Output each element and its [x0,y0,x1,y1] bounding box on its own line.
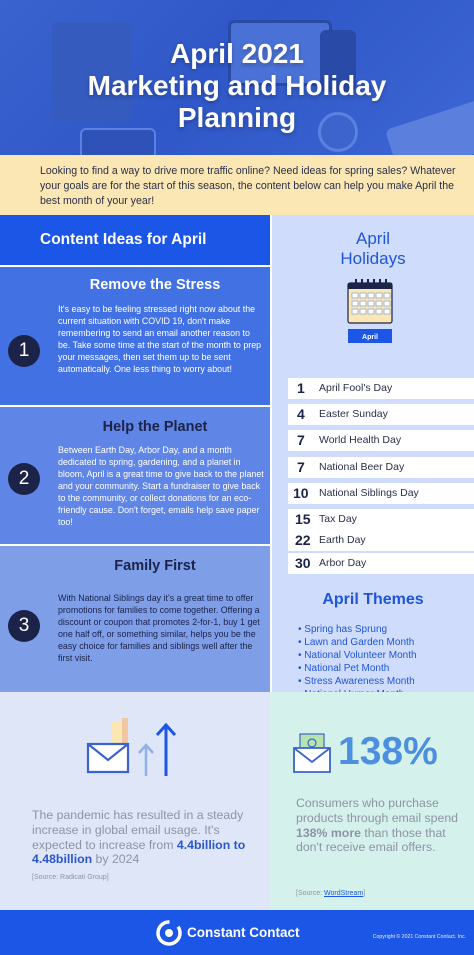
source-link[interactable]: WordStream [324,890,364,897]
holiday-day: 10 [293,485,309,501]
holiday-row [288,530,474,551]
holiday-row [288,483,474,504]
stat-text-part: by 2024 [92,852,140,867]
theme-label: National Volunteer Month [304,650,417,661]
brand-name: Constant Contact [187,925,300,940]
copyright-text: Copyright © 2021 Constant Contact. Inc. [372,934,466,940]
intro-banner [0,155,474,215]
calendar-icon [346,277,394,345]
idea-title: Help the Planet [102,419,208,435]
themes-list [298,623,417,701]
theme-label: National Pet Month [304,663,390,674]
email-usage-text [32,808,264,867]
title-line-3: Planning [177,102,297,133]
theme-item: • National Pet Month [298,663,390,674]
stat-big-number: 138% [338,730,438,773]
holiday-day: 4 [297,406,305,422]
source-suffix: ] [363,890,366,897]
theme-item: • Spring has Sprung [298,624,388,635]
holiday-row [288,509,474,530]
idea-title: Remove the Stress [89,277,221,293]
idea-text: It's easy to be feeling stressed right now about the current situation with COVID 19, don't make remembering to send an email another reason to be. Take some time at the start of the month to prep your messages, then set them up to be sent automatically. One less thing to worry about! [58,304,262,374]
idea-number-badge: 3 [8,610,40,642]
source-prefix: [Source: [296,890,325,897]
title-line-1: April 2021 [170,38,304,69]
email-spend-text [296,796,462,855]
source-citation [296,890,365,897]
holiday-row [288,404,474,425]
email-usage-stat-panel [0,692,270,910]
email-money-icon [292,732,332,774]
holiday-name: World Health Day [319,434,402,446]
stat-text-part: Consumers who purchase products through email spend [296,796,459,825]
holiday-name: National Siblings Day [319,487,419,499]
holiday-day: 1 [297,380,305,396]
idea-title: Family First [114,558,196,574]
holiday-name: National Beer Day [319,461,405,473]
holiday-name: Earth Day [319,534,366,546]
calendar-label: April [362,334,378,341]
holiday-row [288,457,474,478]
idea-card-family-first [0,546,270,692]
holiday-day: 7 [297,432,305,448]
holiday-day: 7 [297,459,305,475]
theme-label: Lawn and Garden Month [304,637,415,648]
source-citation: [Source: Radicati Group] [32,874,109,881]
idea-number-badge: 2 [8,463,40,495]
email-spend-stat-panel [270,692,474,910]
stat-text-part: than those that don't receive email offers. [296,825,446,855]
title-line-2: Marketing and Holiday [87,70,387,101]
page-title [0,38,474,134]
holidays-title-line-1: April [355,229,390,248]
footer [0,910,474,955]
theme-item: • Stress Awareness Month [298,676,415,687]
holiday-day: 30 [295,555,311,571]
hero-banner [0,0,474,155]
holiday-row [288,378,474,399]
holiday-name: Tax Day [319,513,357,525]
stat-highlight: 138% more [296,825,361,840]
intro-text: Looking to find a way to drive more traffic online? Need ideas for spring sales? Whatever your goals are for the start of this season, the content below can help you make April the best month of your year! [40,165,456,207]
theme-label: Stress Awareness Month [304,676,415,687]
holiday-row [288,430,474,451]
theme-item: • Lawn and Garden Month [298,637,415,648]
stat-text-part: The pandemic has resulted in a steady increase in global email usage. It's expected to increase from [32,808,244,852]
holiday-name: Arbor Day [319,557,367,569]
holiday-name: April Fool's Day [319,382,393,394]
constant-contact-logo-icon [155,919,183,947]
idea-card-remove-stress [0,267,270,405]
idea-card-help-planet [0,407,270,544]
holiday-name: Easter Sunday [319,408,388,420]
content-ideas-header: Content Ideas for April [0,215,270,265]
stat-highlight: 4.4billion to 4.48billion [32,837,246,867]
holidays-title-line-2: Holidays [340,249,406,268]
holiday-row [288,553,474,574]
idea-text: Between Earth Day, Arbor Day, and a month dedicated to spring, gardening, and a planet in bloom, April is a great time to give back to the planet and your community. Start a fundraiser to give back to the community, or collect donations for an eco-friendly cause. Don't forget, emails help save paper too! [58,445,264,527]
theme-label: Spring has Sprung [304,624,388,635]
themes-title: April Themes [322,591,424,608]
idea-number-badge: 1 [8,335,40,367]
holiday-day: 15 [295,511,311,527]
holidays-title [272,229,474,269]
email-growth-icon [84,716,194,784]
idea-text: With National Siblings day it's a great time to offer promotions for families to come together. Offering a discount or coupon that promotes 2-for-1, buy 1 get one half off, or something similar, helps you be the easy choice for families and siblings well after the first visit. [58,593,260,663]
theme-item: • National Volunteer Month [298,650,417,661]
holiday-day: 22 [295,532,311,548]
holidays-panel [272,215,474,692]
